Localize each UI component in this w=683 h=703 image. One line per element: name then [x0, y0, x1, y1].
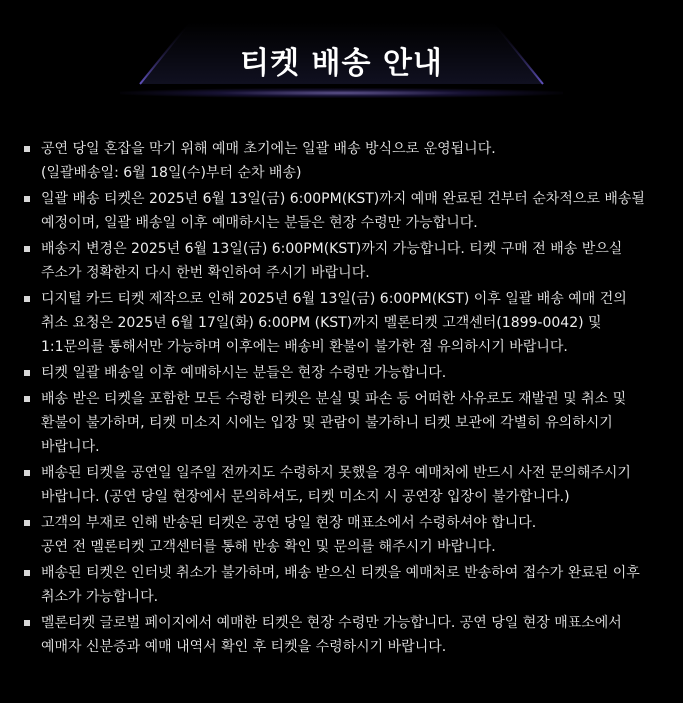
notice-item — [22, 461, 672, 509]
notice-item — [22, 561, 672, 609]
notice-text: 배송 받은 티켓을 포함한 모든 수령한 티켓은 분실 및 파손 등 어떠한 사유로도 재발권 및 취소 및 환불이 불가하며, 티켓 미소지 시에는 입장 및 관람이 불가하니 티켓 보관에 각별히 유의하시기 바랍니다. — [41, 391, 627, 455]
notice-item — [22, 361, 672, 385]
notice-item — [22, 511, 672, 559]
square-bullet-icon — [24, 246, 30, 252]
notice-item — [22, 611, 672, 659]
square-bullet-icon — [24, 620, 30, 626]
square-bullet-icon — [24, 520, 30, 526]
square-bullet-icon — [24, 570, 30, 576]
square-bullet-icon — [24, 370, 30, 376]
square-bullet-icon — [24, 196, 30, 202]
notice-item — [22, 237, 672, 285]
notice-item — [22, 387, 672, 459]
notice-text: 고객의 부재로 인해 반송된 티켓은 공연 당일 현장 매표소에서 수령하셔야 합니다. 공연 전 멜론티켓 고객센터를 통해 반송 확인 및 문의를 해주시기 바랍니다. — [41, 515, 537, 555]
notice-text: 공연 당일 혼잡을 막기 위해 예매 초기에는 일괄 배송 방식으로 운영됩니다. (일괄배송일: 6월 18일(수)부터 순차 배송) — [41, 141, 496, 181]
notice-item — [22, 137, 672, 185]
square-bullet-icon — [24, 396, 30, 402]
notice-text: 티켓 일괄 배송일 이후 예매하시는 분들은 현장 수령만 가능합니다. — [41, 365, 447, 381]
notice-text: 일괄 배송 티켓은 2025년 6월 13일(금) 6:00PM(KST)까지 예매 완료된 건부터 순차적으로 배송될 예정이며, 일괄 배송일 이후 예매하시는 분들은 현장 수령만 가능합니다. — [41, 191, 645, 231]
square-bullet-icon — [24, 146, 30, 152]
notice-text: 배송지 변경은 2025년 6월 13일(금) 6:00PM(KST)까지 가능합니다. 티켓 구매 전 배송 받으실 주소가 정확한지 다시 한번 확인하여 주시기 바랍니다. — [41, 241, 623, 281]
square-bullet-icon — [24, 296, 30, 302]
square-bullet-icon — [24, 470, 30, 476]
notice-text: 멜론티켓 글로벌 페이지에서 예매한 티켓은 현장 수령만 가능합니다. 공연 당일 현장 매표소에서 예매자 신분증과 예매 내역서 확인 후 티켓을 수령하시기 바랍니다. — [41, 615, 622, 655]
page-title: 티켓 배송 안내 — [240, 46, 443, 81]
title-banner — [0, 0, 683, 110]
notice-text: 배송된 티켓은 인터넷 취소가 불가하며, 배송 받으신 티켓을 예매처로 반송하여 접수가 완료된 이후 취소가 가능합니다. — [41, 565, 640, 605]
notice-item — [22, 287, 672, 359]
notice-text: 디지털 카드 티켓 제작으로 인해 2025년 6월 13일(금) 6:00PM(KST) 이후 일괄 배송 예매 건의 취소 요청은 2025년 6월 17일(화) 6:00PM (KST)까지 멜론티켓 고객센터(1899-0042) 및 1:1문의를 통해서만 가능하며 이후에는 배송비 환불이 불가한 점 유의하시기 바랍니다. — [41, 291, 627, 355]
notice-list — [22, 137, 672, 661]
notice-text: 배송된 티켓을 공연일 일주일 전까지도 수령하지 못했을 경우 예매처에 반드시 사전 문의해주시기 바랍니다. (공연 당일 현장에서 문의하셔도, 티켓 미소지 시 공연장 입장이 불가합니다.) — [41, 465, 631, 505]
notice-item — [22, 187, 672, 235]
